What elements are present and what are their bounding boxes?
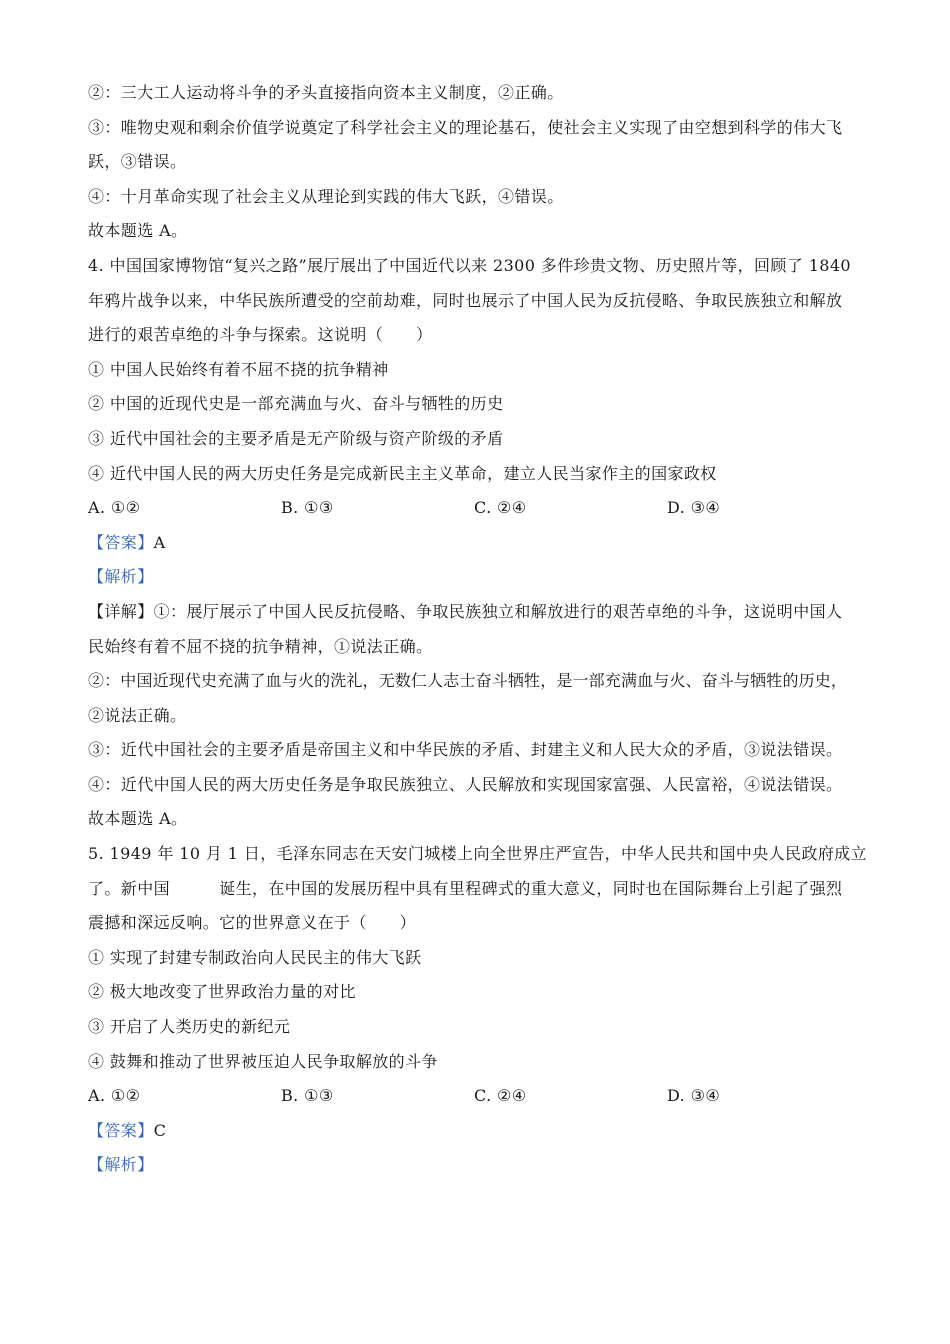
q4-stem-line: 4. 中国国家博物馆“复兴之路”展厅展出了中国近代以来 2300 多件珍贵文物、历史照片等，回顾了 1840 — [88, 255, 852, 275]
q4-stem-line: 年鸦片战争以来，中华民族所遭受的空前劫难，同时也展示了中国人民为反抗侵略、争取民族独立和解放 — [88, 290, 843, 310]
q5-option-b: B. ①③ — [281, 1086, 334, 1106]
detail-text: ①：展厅展示了中国人民反抗侵略、争取民族独立和解放进行的艰苦卓绝的斗争，这说明中国人 — [153, 601, 843, 621]
q4-item-1: ① 中国人民始终有着不屈不挠的抗争精神 — [88, 359, 389, 379]
q5-option-d: D. ③④ — [667, 1086, 721, 1106]
answer-value: C — [153, 1120, 167, 1140]
q5-option-a: A. ①② — [88, 1086, 141, 1106]
q5-option-c: C. ②④ — [474, 1086, 527, 1106]
q4-option-a: A. ①② — [88, 498, 141, 518]
conclusion-line: 故本题选 A。 — [88, 221, 188, 241]
q4-option-c: C. ②④ — [474, 498, 527, 518]
q4-item-4: ④ 近代中国人民的两大历史任务是完成新民主主义革命，建立人民当家作主的国家政权 — [88, 463, 717, 483]
q4-detail-line: ④：近代中国人民的两大历史任务是争取民族独立、人民解放和实现国家富强、人民富裕，④说法错误。 — [88, 774, 843, 794]
q4-option-d: D. ③④ — [667, 498, 721, 518]
text-line: 跃，③错误。 — [88, 152, 187, 172]
text-line: ③：唯物史观和剩余价值学说奠定了科学社会主义的理论基石，使社会主义实现了由空想到科学的伟大飞 — [88, 117, 843, 137]
q5-item-1: ① 实现了封建专制政治向人民民主的伟大飞跃 — [88, 947, 422, 967]
detail-tag: 【详解】 — [88, 601, 154, 621]
q4-item-2: ② 中国的近现代史是一部充满血与火、奋斗与牺牲的历史 — [88, 394, 504, 414]
q4-detail-line: ②：中国近现代史充满了血与火的洗礼，无数仁人志士奋斗牺牲，是一部充满血与火、奋斗与牺牲的历史， — [88, 671, 848, 691]
q4-option-b: B. ①③ — [281, 498, 334, 518]
answer-tag: 【答案】 — [88, 532, 154, 552]
q5-item-2: ② 极大地改变了世界政治力量的对比 — [88, 982, 356, 1002]
q4-options — [88, 491, 868, 526]
text-line: ②：三大工人运动将斗争的矛头直接指向资本主义制度，②正确。 — [88, 83, 564, 102]
analysis-tag: 【解析】 — [88, 1155, 154, 1175]
answer-value: A — [153, 532, 166, 552]
q5-stem-line: 5. 1949 年 10 月 1 日，毛泽东同志在天安门城楼上向全世界庄严宣告，中华人民共和国中央人民政府成立 — [88, 844, 868, 864]
analysis-tag: 【解析】 — [88, 567, 154, 587]
document-page — [88, 76, 868, 1183]
q5-analysis — [88, 1148, 868, 1183]
q4-detail-line: 民始终有着不屈不挠的抗争精神，①说法正确。 — [88, 636, 433, 656]
q4-detail-line: ③：近代中国社会的主要矛盾是帝国主义和中华民族的矛盾、封建主义和人民大众的矛盾，③说法错误。 — [88, 740, 843, 760]
q5-stem-line: 震撼和深远反响。它的世界意义在于（ ） — [88, 913, 417, 933]
q5-item-4: ④ 鼓舞和推动了世界被压迫人民争取解放的斗争 — [88, 1051, 438, 1071]
q5-stem-line: 了。新中国 诞生，在中国的发展历程中具有里程碑式的重大意义，同时也在国际舞台上引起了强烈 — [88, 878, 843, 898]
q4-answer — [88, 526, 868, 561]
q5-answer — [88, 1114, 868, 1149]
q4-detail-line — [88, 595, 868, 630]
q4-detail-line: ②说法正确。 — [88, 705, 187, 725]
text-line: ④：十月革命实现了社会主义从理论到实践的伟大飞跃，④错误。 — [88, 186, 564, 206]
q5-item-3: ③ 开启了人类历史的新纪元 — [88, 1017, 291, 1037]
answer-tag: 【答案】 — [88, 1120, 154, 1140]
q4-stem-line: 进行的艰苦卓绝的斗争与探索。这说明（ ） — [88, 325, 433, 345]
q4-analysis — [88, 560, 868, 595]
q5-options — [88, 1079, 868, 1114]
q4-item-3: ③ 近代中国社会的主要矛盾是无产阶级与资产阶级的矛盾 — [88, 428, 504, 448]
q4-detail-line: 故本题选 A。 — [88, 809, 188, 829]
